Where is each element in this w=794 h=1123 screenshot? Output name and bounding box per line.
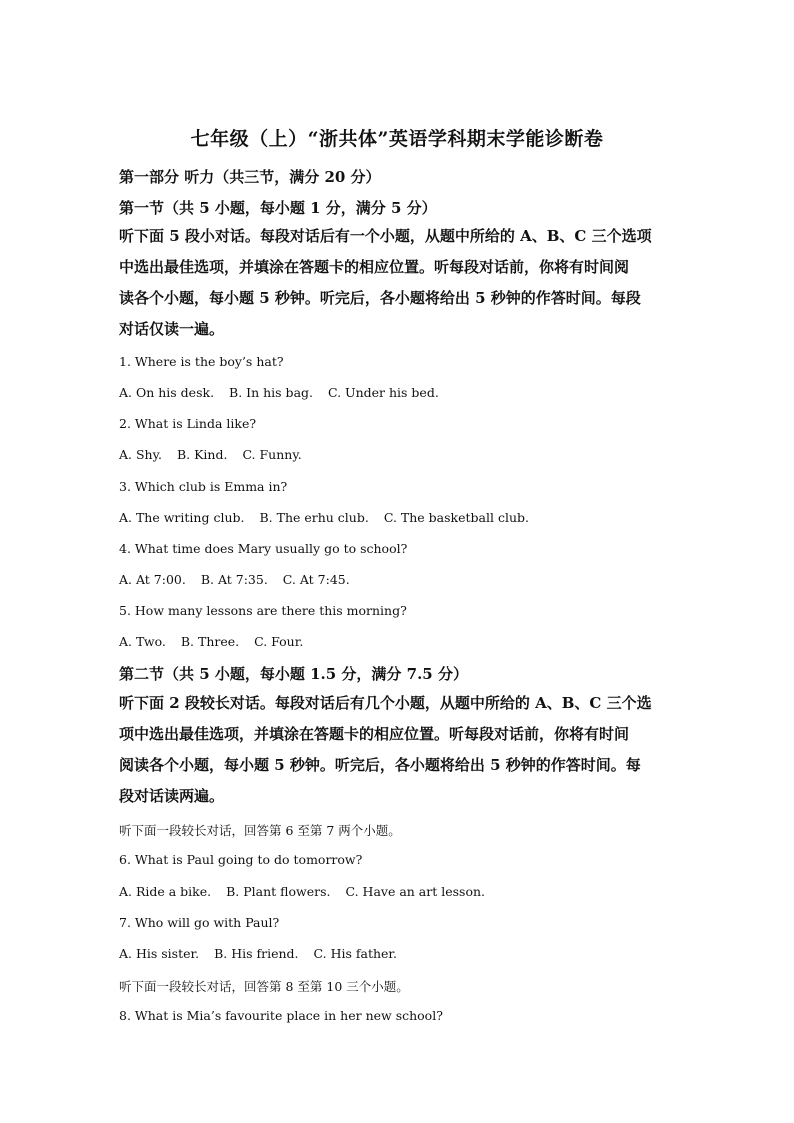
dialogue-2-note: 听下面一段较长对话，回答第 8 至第 10 三个小题。 xyxy=(119,979,409,994)
part1-heading: 第一部分 听力（共三节，满分 20 分） xyxy=(119,168,381,186)
option-a: A. Ride a bike. xyxy=(119,884,212,899)
option-a: A. At 7:00. xyxy=(119,572,186,587)
page-title: 七年级（上）“浙共体”英语学科期末学能诊断卷 xyxy=(190,128,604,150)
section2-instructions xyxy=(119,688,679,812)
instruction-line: 项中选出最佳选项，并填涂在答题卡的相应位置。听每段对话前，你将有时间 xyxy=(119,725,630,743)
question-4: 4. What time does Mary usually go to school? xyxy=(119,541,408,556)
option-b: B. The erhu club. xyxy=(259,510,369,525)
question-5: 5. How many lessons are there this morning? xyxy=(119,603,407,618)
question-1: 1. Where is the boy’s hat? xyxy=(119,354,284,369)
question-6-options xyxy=(119,884,496,899)
section1-heading: 第一节（共 5 小题，每小题 1 分，满分 5 分） xyxy=(119,199,437,217)
instruction-line: 阅读各个小题，每小题 5 秒钟。听完后，各小题将给出 5 秒钟的作答时间。每 xyxy=(119,756,641,774)
dialogue-1-note: 听下面一段较长对话，回答第 6 至第 7 两个小题。 xyxy=(119,823,401,838)
option-a: A. Two. xyxy=(119,634,166,649)
option-b: B. Kind. xyxy=(176,447,228,462)
question-7: 7. Who will go with Paul? xyxy=(119,915,280,930)
question-4-options xyxy=(119,572,361,587)
option-a: A. His sister. xyxy=(119,946,200,961)
option-c: C. At 7:45. xyxy=(282,572,350,587)
instruction-line: 读各个小题，每小题 5 秒钟。听完后，各小题将给出 5 秒钟的作答时间。每段 xyxy=(119,289,641,307)
option-b: B. Plant flowers. xyxy=(226,884,331,899)
option-b: B. At 7:35. xyxy=(200,572,268,587)
option-c: C. The basketball club. xyxy=(383,510,529,525)
question-1-options xyxy=(119,385,450,400)
instruction-line: 听下面 2 段较长对话。每段对话后有几个小题，从题中所给的 A、B、C 三个选 xyxy=(119,694,652,712)
option-c: C. Four. xyxy=(254,634,304,649)
option-c: C. His father. xyxy=(313,946,397,961)
option-a: A. On his desk. xyxy=(119,385,215,400)
option-c: C. Have an art lesson. xyxy=(345,884,486,899)
question-7-options xyxy=(119,946,408,961)
option-a: A. Shy. xyxy=(119,447,162,462)
option-b: B. In his bag. xyxy=(229,385,313,400)
question-2: 2. What is Linda like? xyxy=(119,416,257,431)
question-3: 3. Which club is Emma in? xyxy=(119,479,288,494)
option-a: A. The writing club. xyxy=(119,510,245,525)
section1-instructions xyxy=(119,221,679,345)
instruction-line: 对话仅读一遍。 xyxy=(119,320,225,338)
section2-heading: 第二节（共 5 小题，每小题 1.5 分，满分 7.5 分） xyxy=(119,665,468,683)
option-c: C. Funny. xyxy=(242,447,302,462)
question-6: 6. What is Paul going to do tomorrow? xyxy=(119,852,363,867)
instruction-line: 听下面 5 段小对话。每段对话后有一个小题，从题中所给的 A、B、C 三个选项 xyxy=(119,227,652,245)
instruction-line: 段对话读两遍。 xyxy=(119,787,225,805)
question-3-options xyxy=(119,510,540,525)
option-b: B. Three. xyxy=(180,634,240,649)
question-2-options xyxy=(119,447,313,462)
instruction-line: 中选出最佳选项，并填涂在答题卡的相应位置。听每段对话前，你将有时间阅 xyxy=(119,258,630,276)
option-c: C. Under his bed. xyxy=(327,385,439,400)
option-b: B. His friend. xyxy=(214,946,299,961)
question-8: 8. What is Mia’s favourite place in her new school? xyxy=(119,1008,443,1023)
question-5-options xyxy=(119,634,314,649)
